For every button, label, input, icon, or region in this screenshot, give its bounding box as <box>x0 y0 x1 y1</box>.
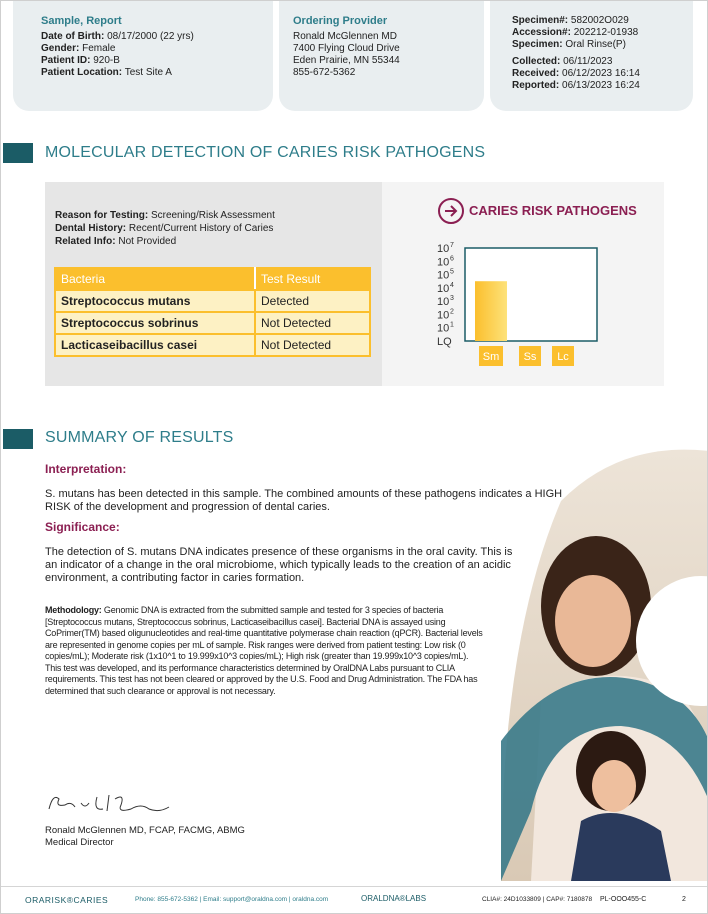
reason-block <box>55 209 275 248</box>
page-number: 2 <box>682 896 686 903</box>
y-tick-label: LQ <box>437 336 452 348</box>
y-tick-exponent: 6 <box>450 255 454 263</box>
patient-location-value: Test Site A <box>124 67 172 78</box>
provider-phone: 855-672-5362 <box>293 67 356 78</box>
column-header-result: Test Result <box>255 268 370 290</box>
section-title-molecular: MOLECULAR DETECTION OF CARIES RISK PATHOGENS <box>45 144 486 161</box>
signatory-title: Medical Director <box>45 837 114 848</box>
reported-date: 06/13/2023 16:24 <box>562 80 640 91</box>
y-tick-label: 10 <box>437 322 450 335</box>
bacteria-name: Streptococcus sobrinus <box>55 312 255 334</box>
y-tick-exponent: 7 <box>450 242 454 249</box>
reported-label: Reported: <box>512 80 560 91</box>
specimen-number: 582002O029 <box>570 15 629 26</box>
x-tick-label: Sm <box>482 351 500 363</box>
patient-id-label: Patient ID: <box>41 55 91 66</box>
provider-address-line2: Eden Prairie, MN 55344 <box>293 55 400 66</box>
provider-name: Ronald McGlennen MD <box>293 31 397 42</box>
document-code: PL-OOO455-C <box>600 896 647 903</box>
test-result: Not Detected <box>255 312 370 334</box>
gender-label: Gender: <box>41 43 80 54</box>
accession-label: Accession#: <box>512 27 571 38</box>
signatory-name: Ronald McGlennen MD, FCAP, FACMG, ABMG <box>45 825 245 836</box>
y-tick-label: 10 <box>437 269 450 282</box>
y-tick-exponent: 5 <box>450 268 454 276</box>
methodology-label: Methodology: <box>45 605 102 615</box>
section-marker <box>3 429 33 449</box>
y-tick-label: 10 <box>437 296 450 309</box>
contact-info: Phone: 855-672-5362 | Email: support@oraldna.com | oraldna.com <box>135 896 329 903</box>
patient-name: Sample, Report <box>41 15 122 27</box>
related-label: Related Info: <box>55 236 116 247</box>
specimen-type: Oral Rinse(P) <box>565 39 626 50</box>
reason-label: Reason for Testing: <box>55 210 149 221</box>
test-result: Detected <box>255 290 370 312</box>
provider-info-card <box>279 1 484 111</box>
y-tick-label: 10 <box>437 243 450 255</box>
dob-label: Date of Birth: <box>41 31 105 42</box>
dob-value: 08/17/2000 (22 yrs) <box>107 31 194 42</box>
x-tick-label: Lc <box>557 351 569 363</box>
significance-heading: Significance: <box>45 520 120 534</box>
y-tick-exponent: 4 <box>450 281 454 289</box>
y-tick-label: 10 <box>437 282 450 295</box>
column-header-bacteria: Bacteria <box>55 268 255 290</box>
y-tick-label: 10 <box>437 256 450 269</box>
table-row <box>55 312 370 334</box>
bacteria-name: Lacticaseibacillus casei <box>55 334 255 356</box>
methodology-text: Genomic DNA is extracted from the submitted sample and tested for 3 species of bacteria [Streptococcus mutans, Streptococcus sobrinus, Lacticaseibacillus casei]. Bacterial DNA is assayed using CoPrimer(TM) based oligunucleotides and real-time quantitative polymerase chain reaction (qPCR). Bacterial levels are represented in genome copies per mL of sample. Risk ranges were derived from patient testing: Low risk (0 copies/mL); Moderate risk (1x10^1 to 19.999x10^3 copies/mL); High risk (greater than 19.999x10^3 copies/mL). This test was developed, and its performance characteristics determined by OralDNA Labs pursuant to CLIA requirements. This test has not been cleared or approved by the U.S. Food and Drug Administration. The FDA has determined that such clearance or approval is not necessary. <box>45 605 483 696</box>
section-marker <box>3 143 33 163</box>
clia-cap-numbers: CLIA#: 24D1033809 | CAP#: 7180878 <box>482 896 593 903</box>
methodology-block <box>45 605 485 697</box>
history-value: Recent/Current History of Caries <box>128 223 274 234</box>
related-value: Not Provided <box>118 236 177 247</box>
patient-info-card <box>13 1 273 111</box>
accession-number: 202212-01938 <box>573 27 639 38</box>
interpretation-heading: Interpretation: <box>45 462 127 476</box>
bar-sm <box>475 281 507 341</box>
collected-date: 06/11/2023 <box>563 56 613 67</box>
interpretation-text: S. mutans has been detected in this sample. The combined amounts of these pathogens indicates a HIGH RISK of the development and progression of dental caries. <box>45 488 563 513</box>
y-tick-exponent: 2 <box>450 308 454 316</box>
specimen-info-card <box>490 1 693 111</box>
physician-signature <box>45 789 185 819</box>
collected-label: Collected: <box>512 56 561 67</box>
chart-title: CARIES RISK PATHOGENS <box>469 203 637 218</box>
y-tick-exponent: 3 <box>450 295 454 303</box>
caries-risk-chart <box>421 236 621 371</box>
patient-location-label: Patient Location: <box>41 67 123 78</box>
x-tick-label: Ss <box>523 351 537 363</box>
table-row <box>55 334 370 356</box>
specimen-type-label: Specimen: <box>512 39 563 50</box>
test-result: Not Detected <box>255 334 370 356</box>
provider-address-line1: 7400 Flying Cloud Drive <box>293 43 400 54</box>
reason-value: Screening/Risk Assessment <box>150 210 275 221</box>
bacteria-results-table <box>54 267 371 357</box>
lab-logo: ORALDNA®LABS <box>361 894 427 903</box>
arrow-circle-icon <box>438 198 464 224</box>
received-label: Received: <box>512 68 560 79</box>
received-date: 06/12/2023 16:14 <box>562 68 640 79</box>
y-tick-label: 10 <box>437 309 450 322</box>
section-title-summary: SUMMARY OF RESULTS <box>45 429 234 446</box>
specimen-number-label: Specimen#: <box>512 15 569 26</box>
patient-id-value: 920-B <box>93 55 120 66</box>
bacteria-name: Streptococcus mutans <box>55 290 255 312</box>
significance-text: The detection of S. mutans DNA indicates presence of these organisms in the oral cavity. This is an indicator of a change in the oral microbiome, which typically leads to the creation of an acidic environment, a contributing factor in caries formation. <box>45 546 513 584</box>
history-label: Dental History: <box>55 223 127 234</box>
signatory-block <box>45 825 245 849</box>
table-row <box>55 290 370 312</box>
page-footer <box>1 886 708 914</box>
product-logo: ORARISK®CARIES <box>25 895 109 905</box>
mother-child-photo <box>501 441 708 881</box>
gender-value: Female <box>82 43 116 54</box>
y-tick-exponent: 1 <box>450 321 454 329</box>
provider-title: Ordering Provider <box>293 15 388 27</box>
